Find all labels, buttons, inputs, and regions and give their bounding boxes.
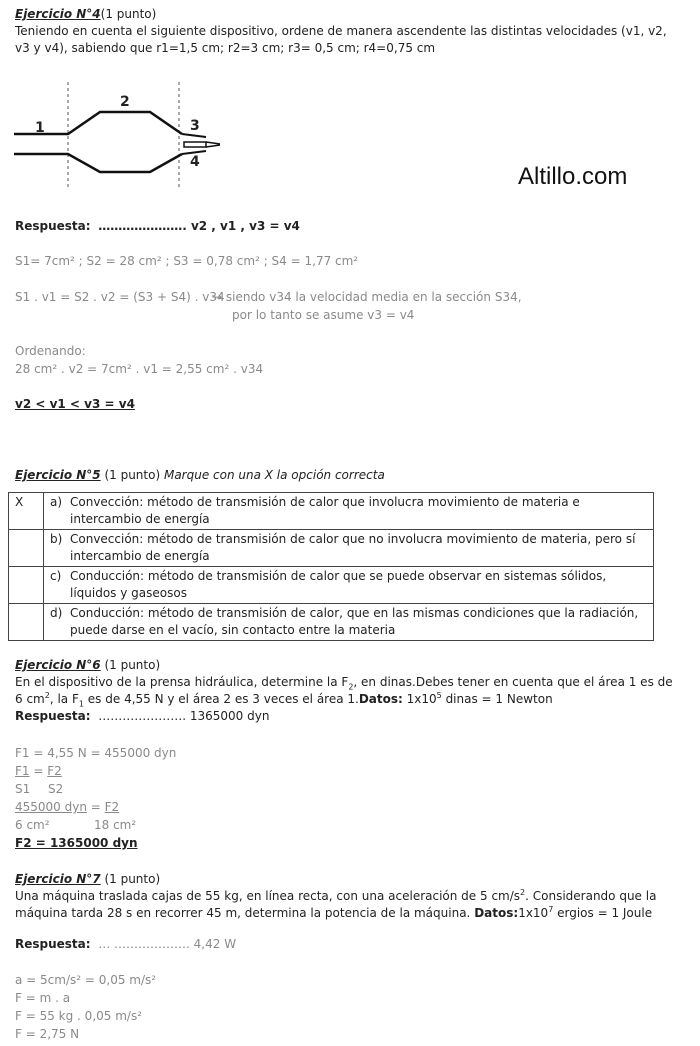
ex6-statement-b: , en dinas.Debes tener en cuenta que el área 1 es de 6 cm bbox=[15, 675, 673, 706]
ex6-f2b: F2 bbox=[104, 800, 120, 814]
ex6-d18: 18 cm² bbox=[94, 818, 137, 832]
ex6-result: F2 = 1365000 dyn bbox=[15, 836, 138, 850]
ex5-title: Ejercicio N°5 bbox=[15, 468, 101, 482]
ex6-eq2: = bbox=[86, 800, 105, 814]
ex7-work-line1: a = 5cm/s² = 0,05 m/s² bbox=[15, 973, 157, 987]
option-b-text: Convección: método de transmisión de calor que no involucra movimiento de materia, pero sí intercambio de energía bbox=[70, 532, 636, 563]
diagram-label-1: 1 bbox=[35, 120, 45, 136]
ex5-instruction: Marque con una X la opción correcta bbox=[163, 468, 385, 482]
table-row bbox=[9, 493, 654, 530]
ex7-datos-exp: 7 bbox=[548, 905, 554, 914]
option-letter: b) bbox=[50, 532, 63, 546]
option-a-mark[interactable]: X bbox=[9, 493, 44, 530]
option-d-mark[interactable] bbox=[9, 604, 44, 641]
ex6-title: Ejercicio N°6 bbox=[15, 658, 101, 672]
ex5-header bbox=[15, 468, 385, 482]
ex6-work-ratio bbox=[15, 764, 62, 778]
ex6-sub-2: 2 bbox=[348, 682, 354, 692]
ex6-datos-tail: dinas = 1 Newton bbox=[441, 692, 553, 706]
ex4-result: v2 < v1 < v3 = v4 bbox=[15, 397, 135, 411]
ex6-statement-a: En el dispositivo de la prensa hidráulica, determine la F bbox=[15, 675, 349, 689]
ex6-f2: F2 bbox=[47, 764, 62, 778]
ex6-datos-exp: 5 bbox=[436, 691, 442, 700]
ex4-points: (1 punto) bbox=[100, 7, 157, 21]
ex6-datos-label: Datos: bbox=[358, 692, 403, 706]
ex4-ordering-eq: 28 cm² . v2 = 7cm² . v1 = 2,55 cm² . v34 bbox=[15, 362, 264, 376]
ex4-continuity-note2: por lo tanto se asume v3 = v4 bbox=[232, 308, 415, 322]
ex7-statement-sup: 2 bbox=[520, 888, 526, 897]
ex4-statement-block bbox=[15, 6, 683, 57]
option-c-mark[interactable] bbox=[9, 567, 44, 604]
ex7-work-line2: F = m . a bbox=[15, 991, 71, 1005]
table-row bbox=[9, 567, 654, 604]
ex6-f1: F1 bbox=[15, 764, 30, 778]
ex7-title: Ejercicio N°7 bbox=[15, 872, 101, 886]
ex7-datos-label: Datos: bbox=[474, 906, 519, 920]
option-letter: d) bbox=[50, 606, 63, 620]
ex5-points: (1 punto) bbox=[100, 468, 164, 482]
ex4-answer-value: …………………. v2 , v1 , v3 = v4 bbox=[98, 219, 300, 233]
option-c-text: Conducción: método de transmisión de calor que se puede observar en sistemas sólidos, líquidos y gaseosos bbox=[70, 569, 607, 600]
ex5-options-table bbox=[8, 492, 654, 641]
ex4-continuity-eq: S1 . v1 = S2 . v2 = (S3 + S4) . v34 bbox=[15, 290, 225, 304]
ex6-statement-block bbox=[15, 657, 683, 725]
ex7-statement-b: . Considerando que la máquina tarda 28 s en recorrer 45 m, determina la potencia de la máquina. bbox=[15, 889, 657, 920]
ex6-statement-c: , la F bbox=[49, 692, 79, 706]
ex7-work-line4: F = 2,75 N bbox=[15, 1027, 80, 1041]
ex6-sub-1: 1 bbox=[78, 699, 84, 709]
option-letter: c) bbox=[50, 569, 62, 583]
ex7-answer-label: Respuesta: bbox=[15, 937, 91, 951]
ex6-work-line1: F1 = 4,55 N = 455000 dyn bbox=[15, 746, 177, 760]
table-row bbox=[9, 604, 654, 641]
table-row bbox=[9, 530, 654, 567]
ex7-statement-a: Una máquina traslada cajas de 55 kg, en línea recta, con una aceleración de 5 cm/s bbox=[15, 889, 521, 903]
ex6-sup-2: 2 bbox=[44, 691, 50, 700]
ex6-datos-value: 1x10 bbox=[402, 692, 437, 706]
ex6-d6: 6 cm² bbox=[15, 818, 50, 832]
ex4-statement: Teniendo en cuenta el siguiente dispositivo, ordene de manera ascendente las distintas velocidades (v1, v2, v3 y v4), sabiendo que r1=1,5 cm; r2=3 cm; r3= 0,5 cm; r4=0,75 cm bbox=[15, 24, 667, 55]
diagram-label-3: 3 bbox=[190, 118, 200, 134]
option-d-text: Conducción: método de transmisión de calor, que en las mismas condiciones que la radiación, puede darse en el vacío, sin contacto entre la materia bbox=[70, 606, 639, 637]
ex4-ordering-label: Ordenando: bbox=[15, 344, 86, 358]
ex6-n455: 455000 dyn bbox=[15, 800, 87, 814]
ex7-points: (1 punto) bbox=[100, 872, 161, 886]
ex7-work-line3: F = 55 kg . 0,05 m/s² bbox=[15, 1009, 143, 1023]
diagram-label-2: 2 bbox=[120, 94, 130, 110]
option-a-text: Convección: método de transmisión de calor que involucra movimiento de materia e intercambio de energía bbox=[70, 495, 580, 526]
ex6-answer-label: Respuesta: bbox=[15, 709, 91, 723]
ex6-work-substitution bbox=[15, 800, 119, 814]
option-letter: a) bbox=[50, 495, 63, 509]
ex6-answer-value: …………………. 1365000 dyn bbox=[98, 709, 270, 723]
watermark: Altillo.com bbox=[518, 163, 628, 190]
ex4-answer bbox=[15, 219, 300, 233]
ex7-answer-value: … ………………. 4,42 W bbox=[98, 937, 237, 951]
ex7-datos-tail: ergios = 1 Joule bbox=[553, 906, 653, 920]
ex6-eq: = bbox=[29, 764, 48, 778]
diagram-label-4: 4 bbox=[190, 154, 200, 170]
ex6-s2: S2 bbox=[48, 782, 64, 796]
ex7-datos-value: 1x10 bbox=[518, 906, 549, 920]
ex6-s1: S1 bbox=[15, 782, 31, 796]
ex4-areas: S1= 7cm² ; S2 = 28 cm² ; S3 = 0,78 cm² ; S4 = 1,77 cm² bbox=[15, 254, 359, 268]
ex4-continuity-note: → siendo v34 la velocidad media en la sección S34, bbox=[212, 290, 522, 304]
ex7-statement-block bbox=[15, 871, 683, 922]
ex4-answer-label: Respuesta: bbox=[15, 219, 91, 233]
ex7-answer bbox=[15, 937, 236, 951]
ex4-title: Ejercicio N°4 bbox=[15, 7, 101, 21]
ex6-statement-d: es de 4,55 N y el área 2 es 3 veces el área 1. bbox=[83, 692, 359, 706]
ex6-points: (1 punto) bbox=[100, 658, 161, 672]
option-b-mark[interactable] bbox=[9, 530, 44, 567]
